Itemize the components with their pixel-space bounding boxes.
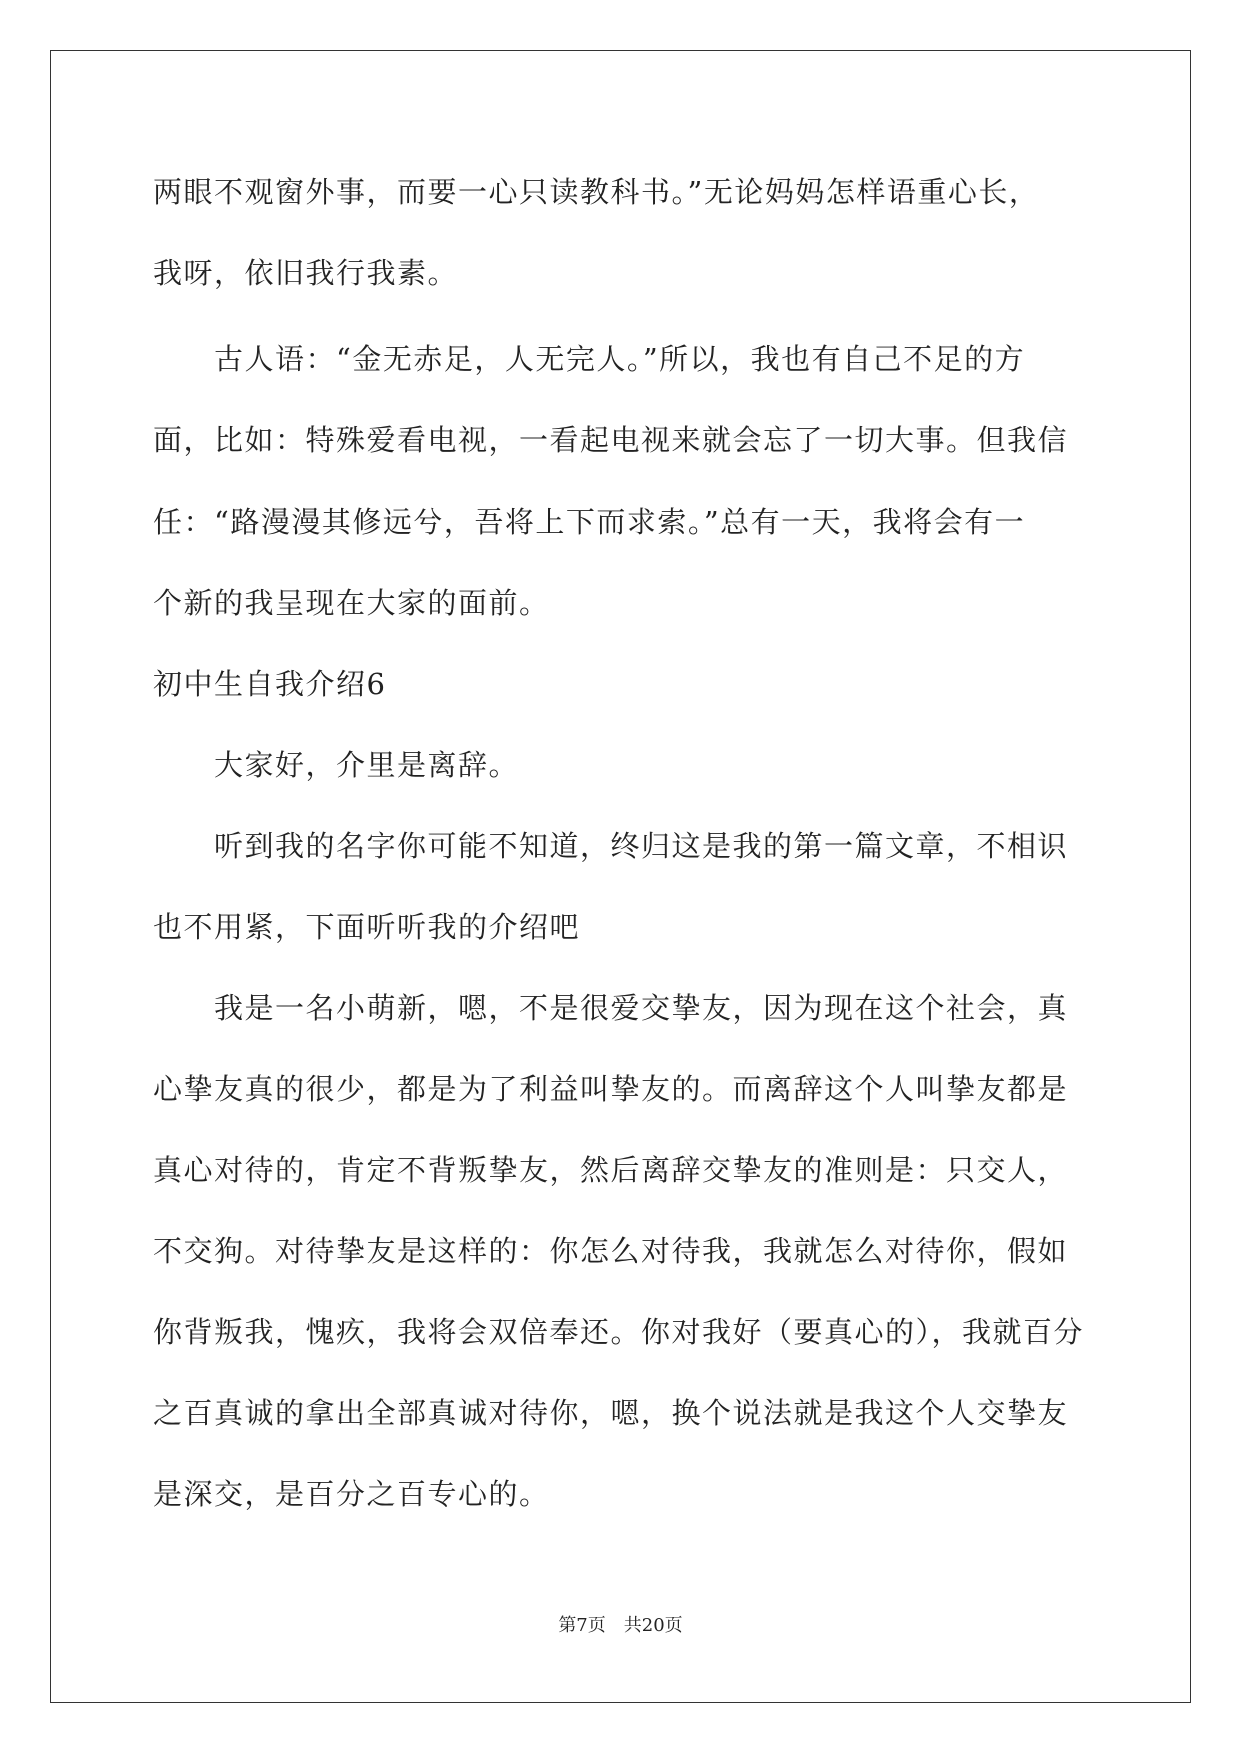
- text-line: 任：“路漫漫其修远兮，吾将上下而求索。”总有一天，我将会有一: [153, 505, 1026, 539]
- text-line: 也不用紧，下面听听我的介绍吧: [153, 910, 581, 944]
- text-line: 大家好，介里是离辞。: [153, 748, 520, 782]
- text-line: 心挚友真的很少，都是为了利益叫挚友的。而离辞这个人叫挚友都是: [153, 1072, 1069, 1106]
- text-line: 听到我的名字你可能不知道，终归这是我的第一篇文章，不相识: [153, 829, 1069, 863]
- text-line: 个新的我呈现在大家的面前。: [153, 586, 550, 620]
- page-border: [50, 50, 1191, 1703]
- page-number-footer: 第7页 共20页: [558, 1615, 683, 1636]
- text-line: 两眼不观窗外事，而要一心只读教科书。”无论妈妈怎样语重心长，: [153, 175, 1040, 209]
- text-line: 我呀，依旧我行我素。: [153, 256, 459, 290]
- text-line: 真心对待的，肯定不背叛挚友，然后离辞交挚友的准则是：只交人，: [153, 1153, 1069, 1187]
- section-heading: 初中生自我介绍6: [153, 667, 387, 701]
- text-line: 面，比如：特殊爱看电视，一看起电视来就会忘了一切大事。但我信: [153, 423, 1069, 457]
- text-line: 我是一名小萌新，嗯，不是很爱交挚友，因为现在这个社会，真: [153, 991, 1069, 1025]
- text-line: 你背叛我，愧疚，我将会双倍奉还。你对我好（要真心的），我就百分: [153, 1315, 1085, 1349]
- text-line: 是深交，是百分之百专心的。: [153, 1477, 550, 1511]
- text-line: 古人语：“金无赤足，人无完人。”所以，我也有自己不足的方: [153, 342, 1026, 376]
- text-line: 不交狗。对待挚友是这样的：你怎么对待我，我就怎么对待你，假如: [153, 1234, 1069, 1268]
- text-line: 之百真诚的拿出全部真诚对待你，嗯，换个说法就是我这个人交挚友: [153, 1396, 1069, 1430]
